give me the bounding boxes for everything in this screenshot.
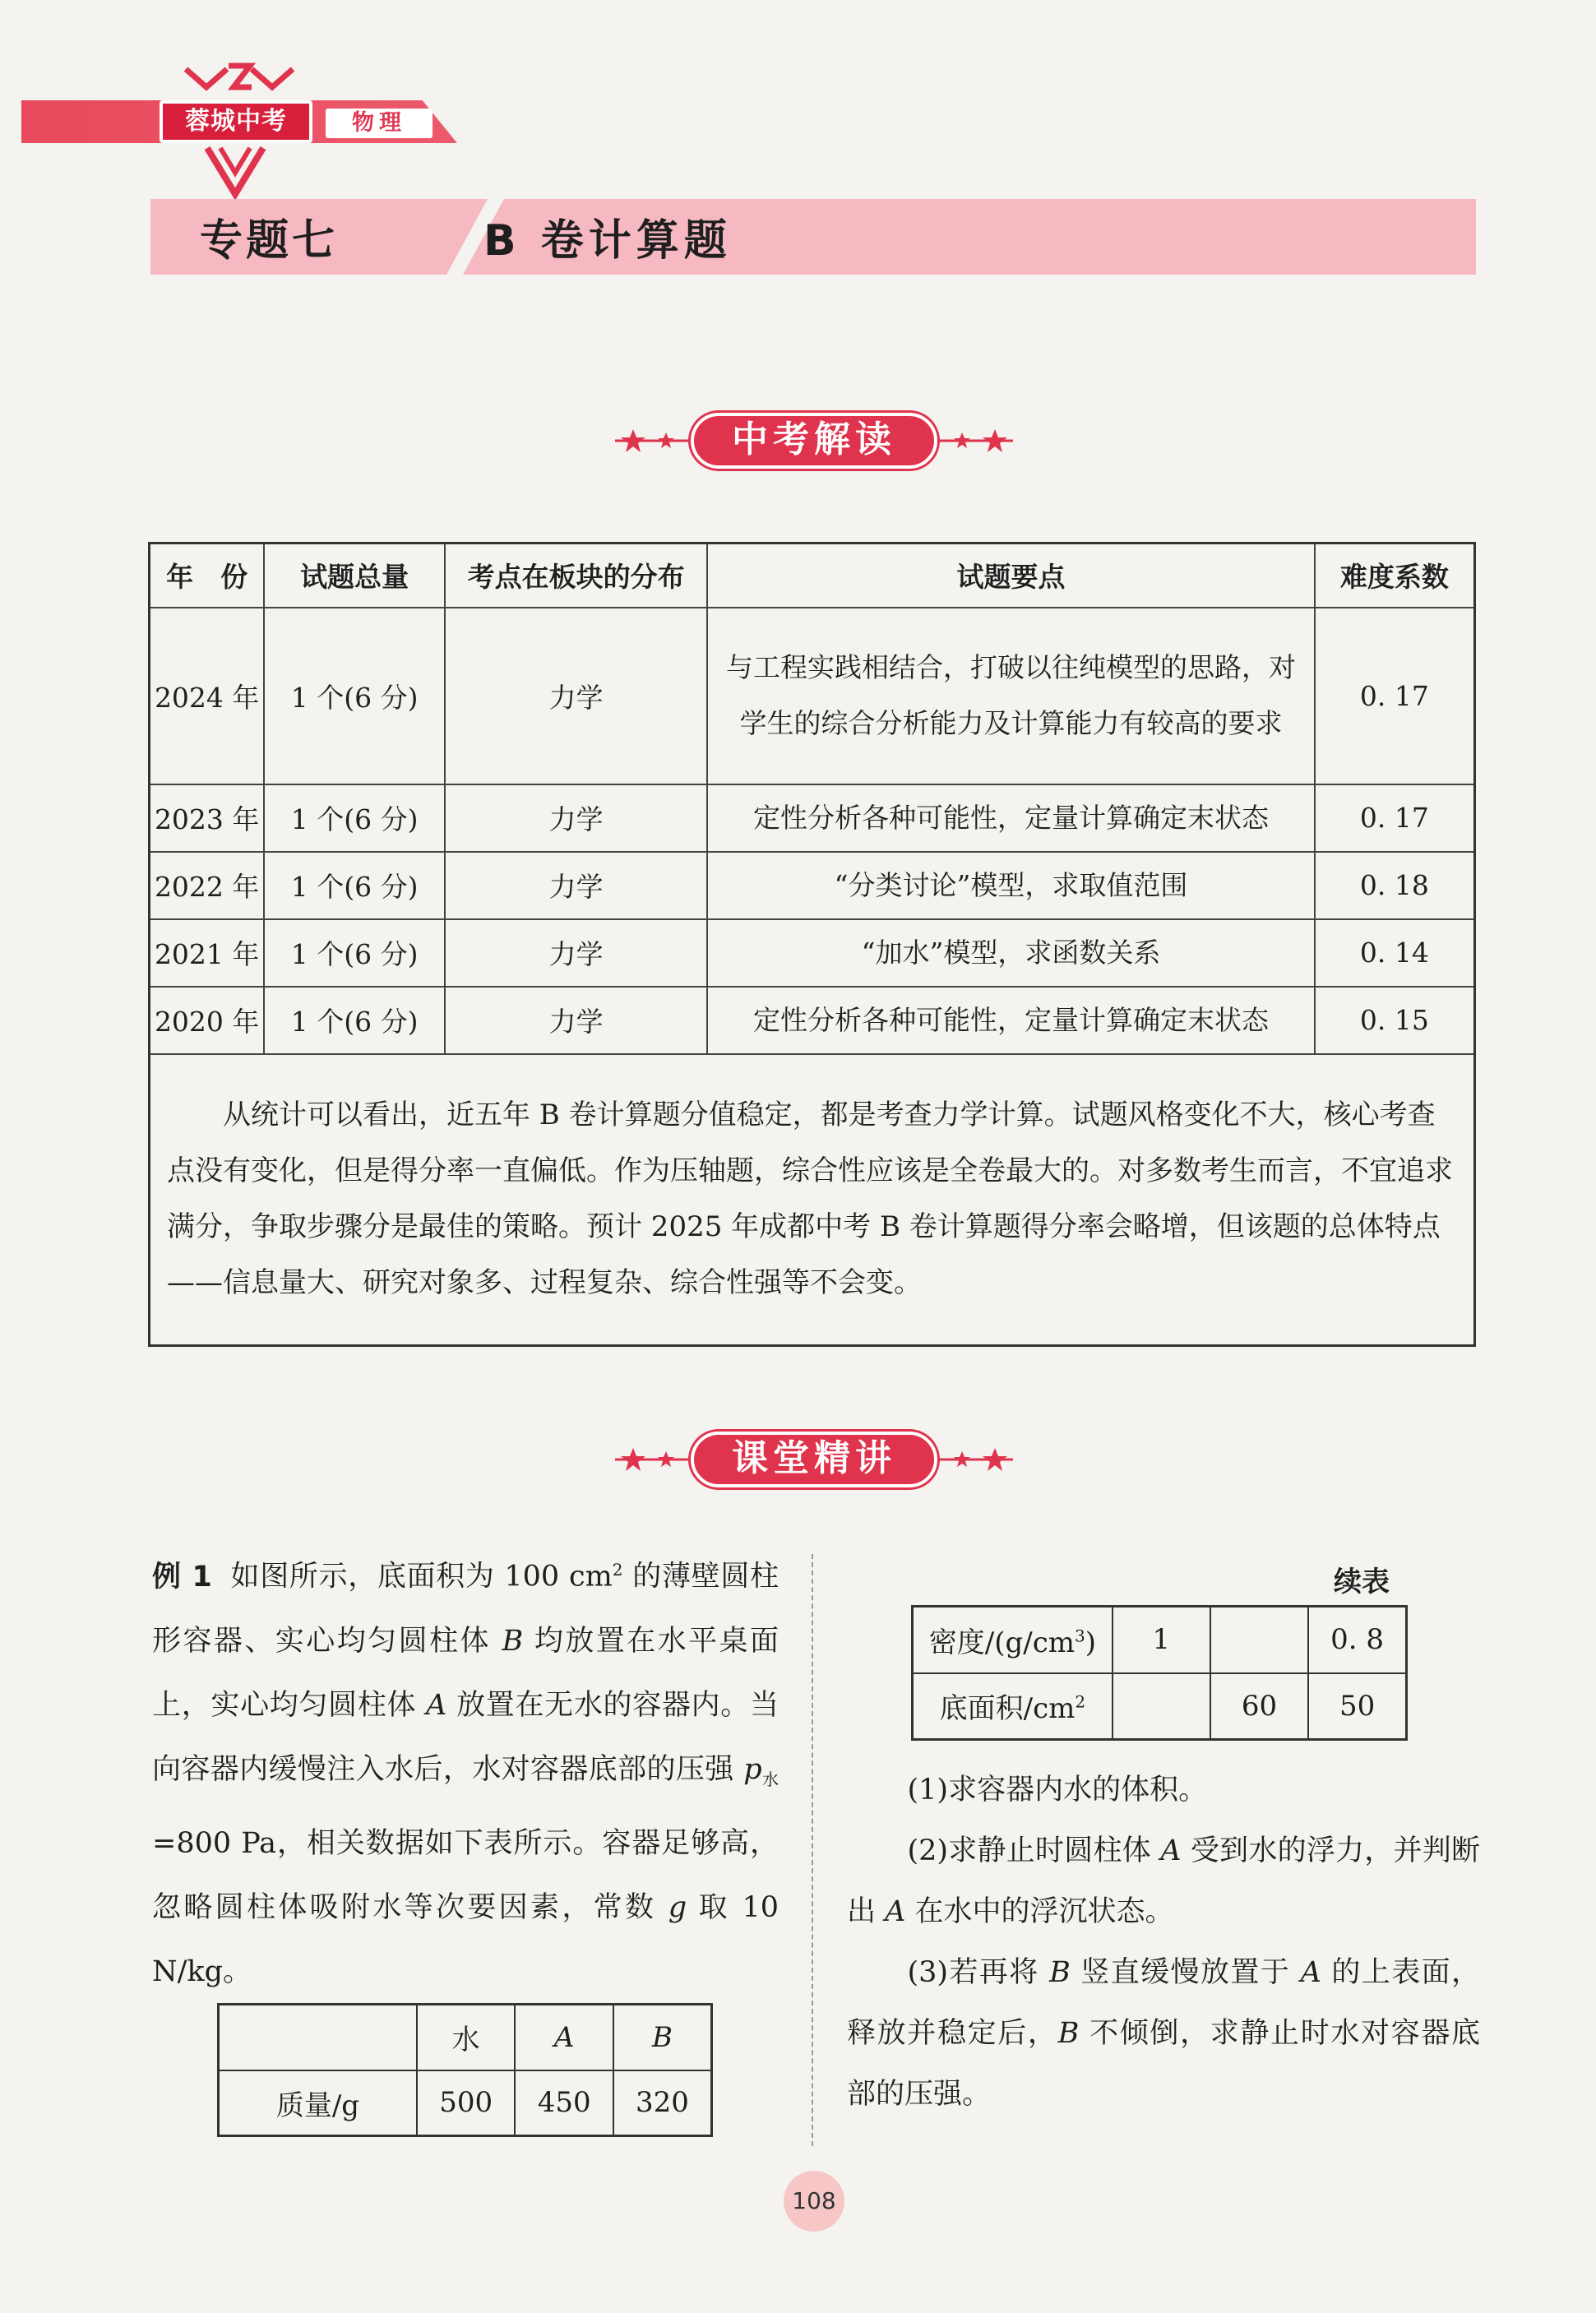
superscript: 3 [1075,1626,1085,1646]
table-cell: 50 [1308,1673,1406,1740]
chapter-banner [150,199,1476,275]
variable-a: A [426,1688,447,1722]
text-span: 在水中的浮沉状态。 [905,1895,1174,1928]
text-span: 的薄壁圆柱形容器、实心均匀圆柱体 [152,1560,779,1658]
cell-point: 定性分析各种可能性，定量计算确定末状态 [707,784,1315,852]
cell-point: 定性分析各种可能性，定量计算确定末状态 [707,987,1315,1054]
table-row [150,784,1475,852]
question-2 [847,1820,1480,1942]
example-label: 例 1 [152,1560,212,1594]
example-intro [152,1538,779,2004]
cell-area: 力学 [445,608,707,784]
header-year: 年 份 [150,544,265,608]
cell-difficulty: 0. 17 [1315,608,1475,784]
table-row [150,608,1475,784]
brand-header [21,62,465,157]
table-cell: 1 [1113,1607,1210,1673]
row-label [913,1673,1113,1740]
text-span: 不倾倒，求静止时水对容器底部的压强。 [847,2017,1480,2111]
chapter-topic: 专题七 [200,216,339,266]
header-count: 试题总量 [264,544,445,608]
cell-year: 2024 年 [150,608,265,784]
questions [847,1760,1480,2125]
variable-b: B [502,1624,524,1658]
variable-a: A [1160,1834,1182,1867]
text-span: 放置在无水的容器内。当向容器内缓慢注入水后，水对容器底部的压强 [152,1688,779,1786]
table-row [913,1673,1407,1740]
header-water: 水 [417,2005,516,2070]
section-title: 中考解读 [691,413,937,469]
table-cell: 320 [613,2070,712,2136]
variable-a: A [885,1895,906,1928]
table-row [219,2070,712,2136]
cell-year: 2021 年 [150,919,265,987]
chapter-title: B 卷计算题 [483,216,732,266]
text-span: 取 10 N/kg。 [152,1890,779,1988]
cell-area: 力学 [445,987,707,1054]
variable-b: B [1049,1956,1071,1989]
brand-chevron-icon [169,62,309,100]
section-heading-exam-reading [600,406,1028,475]
cell-area: 力学 [445,919,707,987]
header-difficulty: 难度系数 [1315,544,1475,608]
cell-difficulty: 0. 15 [1315,987,1475,1054]
cell-point: 与工程实践相结合，打破以往纯模型的思路，对学生的综合分析能力及计算能力有较高的要求 [707,608,1315,784]
exam-stats-table [148,542,1476,1347]
text-span: 竖直缓慢放置于 [1070,1956,1301,1989]
superscript: 2 [612,1560,623,1580]
cell-area: 力学 [445,852,707,919]
cell-count: 1 个(6 分) [264,987,445,1054]
cell-count: 1 个(6 分) [264,784,445,852]
table-cell: 450 [515,2070,613,2136]
table-header-row [219,2005,712,2070]
text-span: 底面积/cm [939,1692,1076,1726]
cell-point: “分类讨论”模型，求取值范围 [707,852,1315,919]
table-cell: 0. 8 [1308,1607,1406,1673]
text-span: ) [1085,1626,1097,1659]
page-number: 108 [784,2171,844,2232]
cell-year: 2023 年 [150,784,265,852]
continued-label: 续表 [1334,1566,1390,1598]
header-a [515,2005,613,2070]
table-row [150,987,1475,1054]
text-span: 的上表面，释放并稳定后， [847,1956,1480,2050]
table-cell [1210,1607,1308,1673]
variable-a: A [553,2020,575,2054]
row-label: 质量/g [219,2070,417,2136]
cell-difficulty: 0. 18 [1315,852,1475,919]
row-label [913,1607,1113,1673]
table-row [150,852,1475,919]
text-span: =800 Pa，相关数据如下表所示。容器足够高，忽略圆柱体吸附水等次要因素，常数 [152,1826,779,1924]
table-row [913,1607,1407,1673]
variable-p: p [743,1752,762,1786]
table-cell [1113,1673,1210,1740]
header-area: 考点在板块的分布 [445,544,707,608]
variable-b: B [1057,2017,1080,2050]
cell-area: 力学 [445,784,707,852]
question-3 [847,1942,1480,2125]
cell-point: “加水”模型，求函数关系 [707,919,1315,987]
variable-b: B [651,2020,673,2054]
brand-logo: 蓉城中考 [160,100,312,143]
table-cell: 500 [417,2070,516,2136]
text-span: 受到水的浮力，并判断出 [847,1834,1480,1928]
cell-count: 1 个(6 分) [264,852,445,919]
summary-row [150,1054,1475,1346]
text-span: 均放置在水平桌面上，实心均匀圆柱体 [152,1624,779,1722]
text-span: (3)若再将 [907,1956,1050,1989]
cell-difficulty: 0. 14 [1315,919,1475,987]
section-heading-lecture [600,1425,1028,1494]
subscript: 水 [761,1769,779,1789]
table-row [150,919,1475,987]
mass-table [217,2003,713,2137]
cell-year: 2022 年 [150,852,265,919]
header-point: 试题要点 [707,544,1315,608]
header-empty [219,2005,417,2070]
text-span: 密度/(g/cm [928,1626,1076,1659]
cell-difficulty: 0. 17 [1315,784,1475,852]
question-1: (1)求容器内水的体积。 [907,1774,1208,1806]
variable-g: g [668,1890,687,1924]
section-title: 课堂精讲 [691,1432,937,1487]
summary-text: 从统计可以看出，近五年 B 卷计算题分值稳定，都是考查力学计算。试题风格变化不大，核心考查点没有变化，但是得分率一直偏低。作为压轴题，综合性应该是全卷最大的。对多数考生而言，不宜追求满分，争取步骤分是最佳的策略。预计 2025 年成都中考 B 卷计算题得分率会略增，但该题的总体特点——信息量大、研究对象多、过程复杂、综合性强等不会变。 [150,1054,1475,1346]
table-cell: 60 [1210,1673,1308,1740]
superscript: 2 [1075,1691,1086,1712]
text-span: 如图所示，底面积为 100 cm [229,1560,613,1594]
subject-tag: 物理 [326,109,433,138]
text-span: (2)求静止时圆柱体 [907,1834,1161,1867]
cell-count: 1 个(6 分) [264,919,445,987]
variable-a: A [1300,1956,1321,1989]
cell-year: 2020 年 [150,987,265,1054]
cell-count: 1 个(6 分) [264,608,445,784]
header-b [613,2005,712,2070]
brand-v-icon [202,145,268,202]
example-paragraph [152,1538,779,2004]
table-header-row [150,544,1475,608]
density-table [911,1605,1408,1741]
column-divider [812,1554,813,2146]
